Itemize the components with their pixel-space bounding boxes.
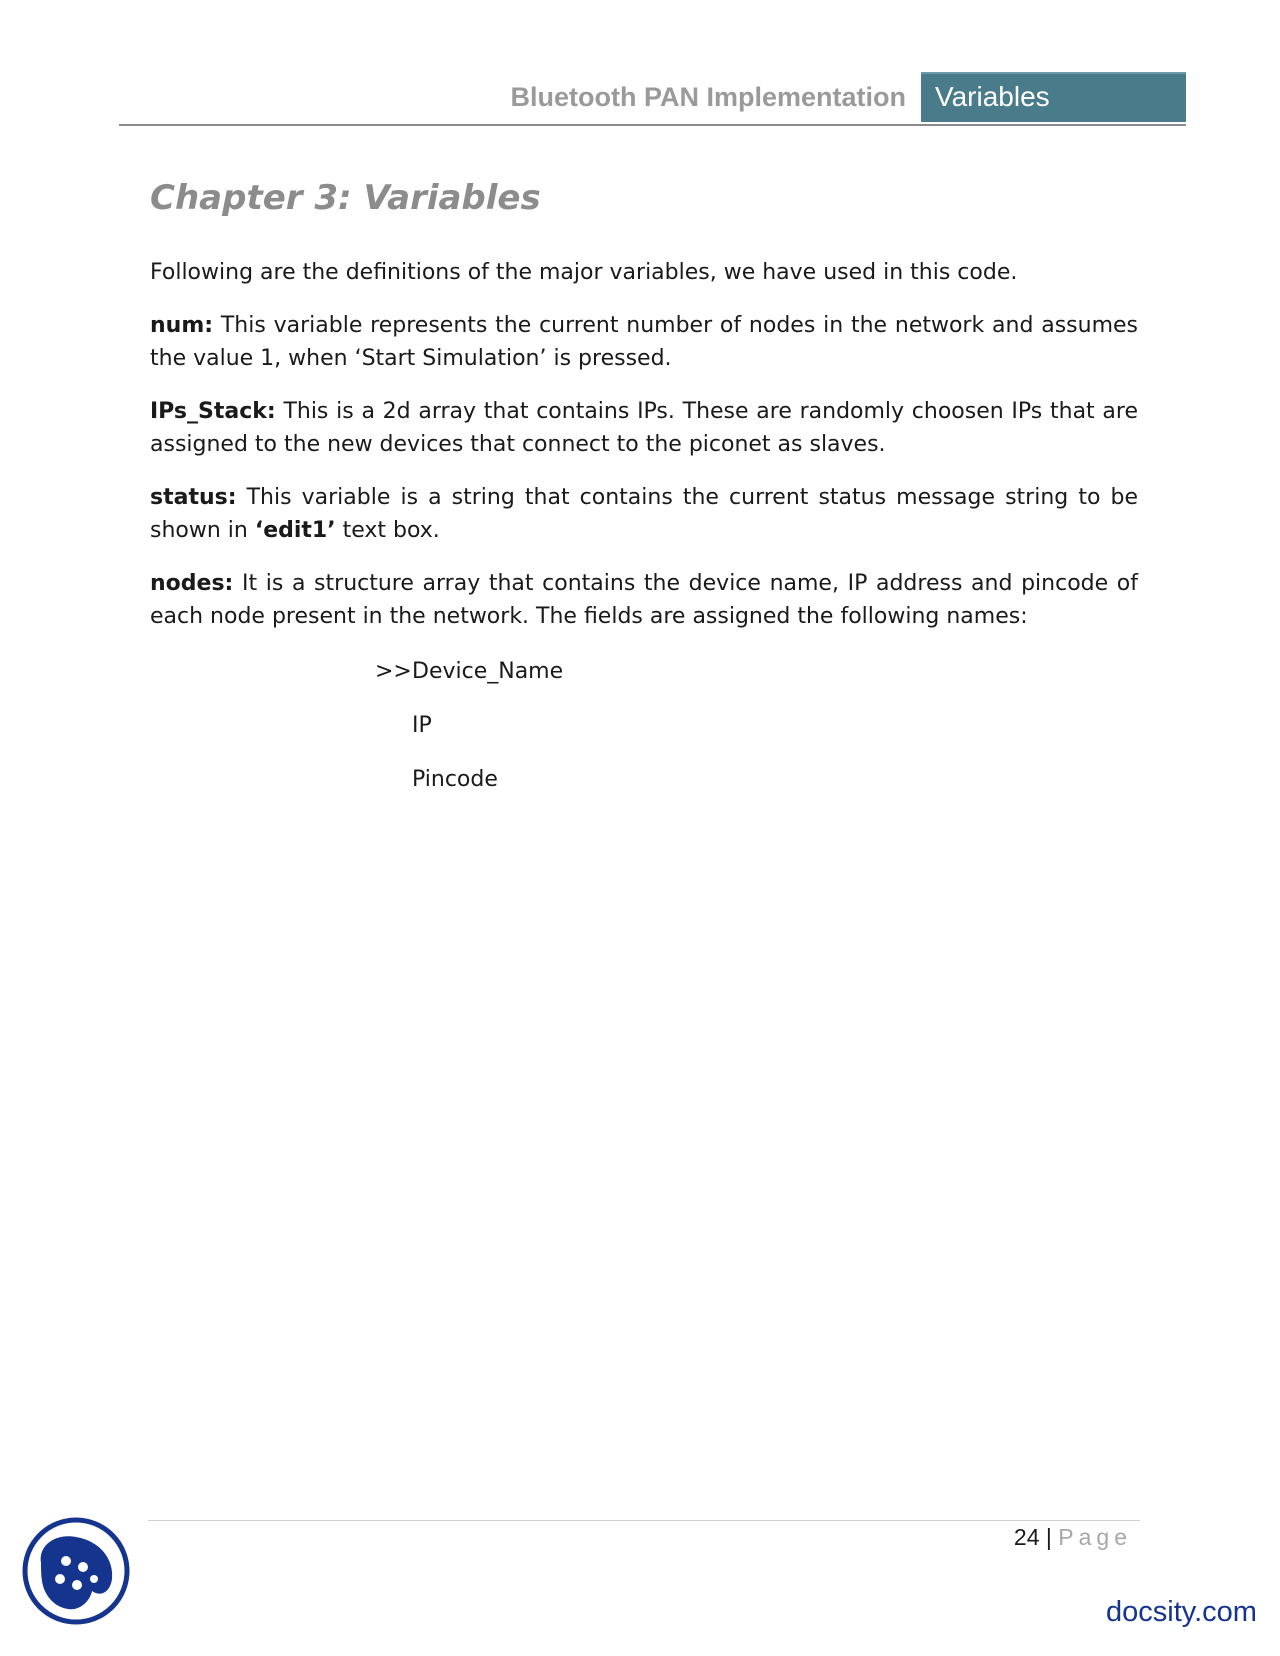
section-label: Variables <box>921 72 1186 122</box>
footer-divider <box>148 1520 1140 1521</box>
definition-status-text: This variable is a string that contains the current status message string to be shown in <box>150 485 1138 543</box>
term-ips-stack: IPs_Stack: <box>150 399 276 424</box>
field-pincode: Pincode <box>412 767 498 792</box>
field-list <box>150 655 1138 796</box>
page-header <box>119 72 1186 126</box>
field-item <box>150 709 1138 742</box>
page-separator: | <box>1045 1524 1052 1550</box>
term-status: status: <box>150 485 237 510</box>
definition-num-text: This variable represents the current number of nodes in the network and assumes the value 1, when ‘Start Simulation’ is pressed. <box>150 313 1138 371</box>
field-item <box>150 655 1138 688</box>
document-title: Bluetooth PAN Implementation <box>510 82 906 112</box>
page-label: Page <box>1058 1524 1132 1550</box>
page-number-value: 24 <box>1013 1524 1040 1550</box>
definition-ips-stack-text: This is a 2d array that contains IPs. These are randomly choosen IPs that are assigned to the new devices that connect to the piconet as slaves. <box>150 399 1138 457</box>
docsity-link[interactable]: docsity.com <box>1106 1596 1257 1628</box>
definition-num <box>150 309 1138 375</box>
definition-status-text-end: text box. <box>335 518 440 543</box>
field-item <box>150 763 1138 796</box>
definition-nodes <box>150 567 1138 633</box>
docsity-logo-icon[interactable] <box>20 1515 132 1627</box>
definition-ips-stack <box>150 395 1138 461</box>
definition-status <box>150 481 1138 547</box>
field-device-name: Device_Name <box>412 659 564 684</box>
field-prefix: >> <box>375 659 412 684</box>
page-number <box>1014 1524 1132 1551</box>
term-nodes: nodes: <box>150 571 234 596</box>
term-num: num: <box>150 313 214 338</box>
edit1-reference: ‘edit1’ <box>254 518 336 543</box>
field-ip: IP <box>412 713 432 738</box>
intro-paragraph: Following are the definitions of the major variables, we have used in this code. <box>150 260 1018 285</box>
page-content <box>150 170 1138 817</box>
definition-nodes-text: It is a structure array that contains the device name, IP address and pincode of each node present in the network. The fields are assigned the following names: <box>150 571 1138 629</box>
chapter-title: Chapter 3: Variables <box>150 178 541 218</box>
